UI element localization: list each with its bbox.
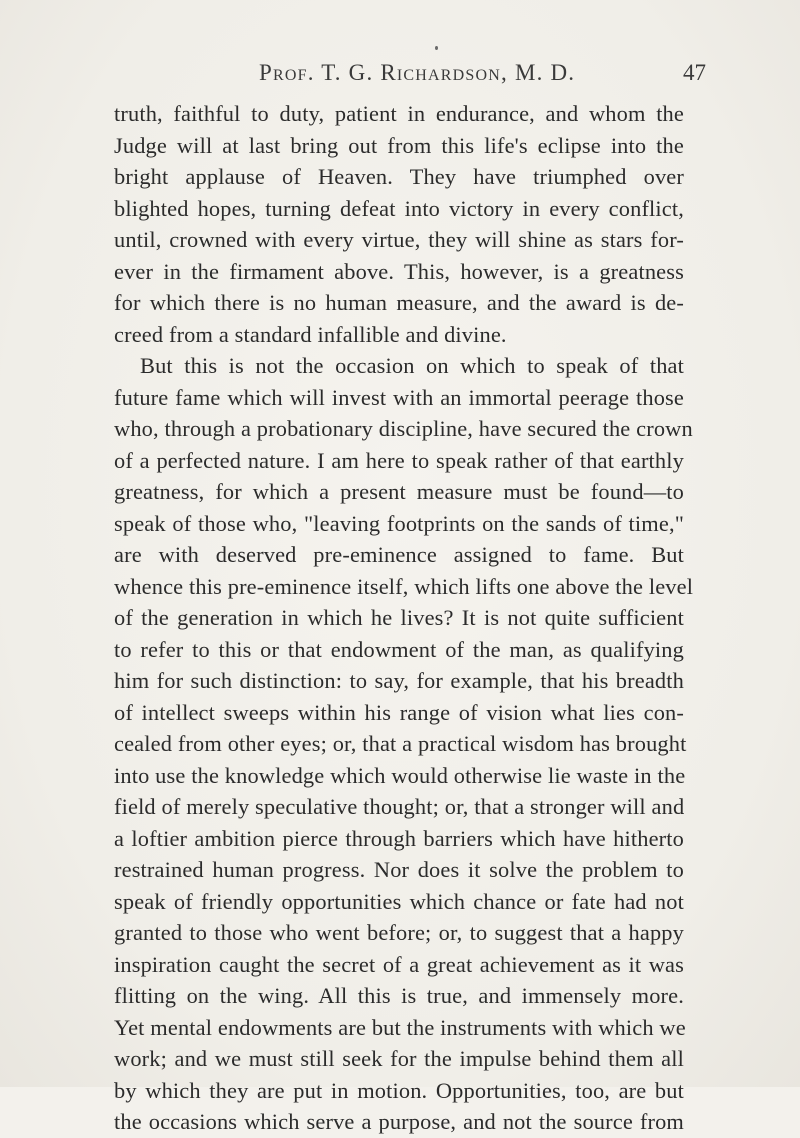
text-line: Yet mental endowments are but the instruments with which we xyxy=(114,1014,686,1040)
text-line: future fame which will invest with an immortal peerage those xyxy=(114,384,684,410)
text-line: inspiration caught the secret of a great achievement as it was xyxy=(114,951,684,977)
paragraph-start-line: But this is not the occasion on which to speak of that xyxy=(140,353,684,378)
text-line: field of merely speculative thought; or, that a stronger will and xyxy=(114,794,685,819)
text-line: who, through a probationary discipline, have secured the crown xyxy=(114,416,693,441)
text-line: by which they are put in motion. Opportunities, too, are but xyxy=(114,1077,684,1103)
text-line: of intellect sweeps within his range of vision what lies con- xyxy=(114,699,684,725)
page-number: 47 xyxy=(683,60,706,85)
body-text xyxy=(114,98,694,1138)
text-line: him for such distinction: to say, for example, that his breadth xyxy=(114,668,684,693)
text-line: Judge will at last bring out from this life's eclipse into the xyxy=(114,132,684,158)
paper-speck xyxy=(435,46,438,50)
text-line: restrained human progress. Nor does it solve the problem to xyxy=(114,857,684,882)
paragraph-end-line: creed from a standard infallible and divine. xyxy=(114,321,507,347)
text-line: greatness, for which a present measure must be found—to xyxy=(114,479,684,504)
text-line: whence this pre-eminence itself, which lifts one above the level xyxy=(114,573,694,599)
text-line: truth, faithful to duty, patient in endurance, and whom the xyxy=(114,101,684,126)
text-line: into use the knowledge which would otherwise lie waste in the xyxy=(114,762,686,788)
text-line: flitting on the wing. All this is true, and immensely more. xyxy=(114,983,684,1008)
running-head xyxy=(0,60,800,90)
text-line: granted to those who went before; or, to suggest that a happy xyxy=(114,920,684,945)
text-line: to refer to this or that endowment of the man, as qualifying xyxy=(114,636,684,662)
text-line: speak of friendly opportunities which chance or fate had not xyxy=(114,888,684,914)
text-line: are with deserved pre-eminence assigned to fame. But xyxy=(114,542,684,567)
text-line: blighted hopes, turning defeat into victory in every conflict, xyxy=(114,195,684,221)
running-head-title: Prof. T. G. Richardson, M. D. xyxy=(259,60,576,85)
text-line: for which there is no human measure, and the award is de- xyxy=(114,290,684,315)
text-line: work; and we must still seek for the impulse behind them all xyxy=(114,1046,684,1071)
text-line: cealed from other eyes; or, that a practical wisdom has brought xyxy=(114,731,687,756)
text-line: ever in the firmament above. This, however, is a greatness xyxy=(114,258,684,284)
text-line: a loftier ambition pierce through barriers which have hitherto xyxy=(114,825,684,851)
text-line: speak of those who, "leaving footprints on the sands of time," xyxy=(114,510,684,536)
text-line: of the generation in which he lives? It is not quite sufficient xyxy=(114,605,684,630)
text-line: bright applause of Heaven. They have triumphed over xyxy=(114,164,684,189)
text-line: until, crowned with every virtue, they will shine as stars for- xyxy=(114,227,684,252)
text-line: the occasions which serve a purpose, and not the source from xyxy=(114,1109,684,1134)
text-line: of a perfected nature. I am here to speak rather of that earthly xyxy=(114,447,684,473)
